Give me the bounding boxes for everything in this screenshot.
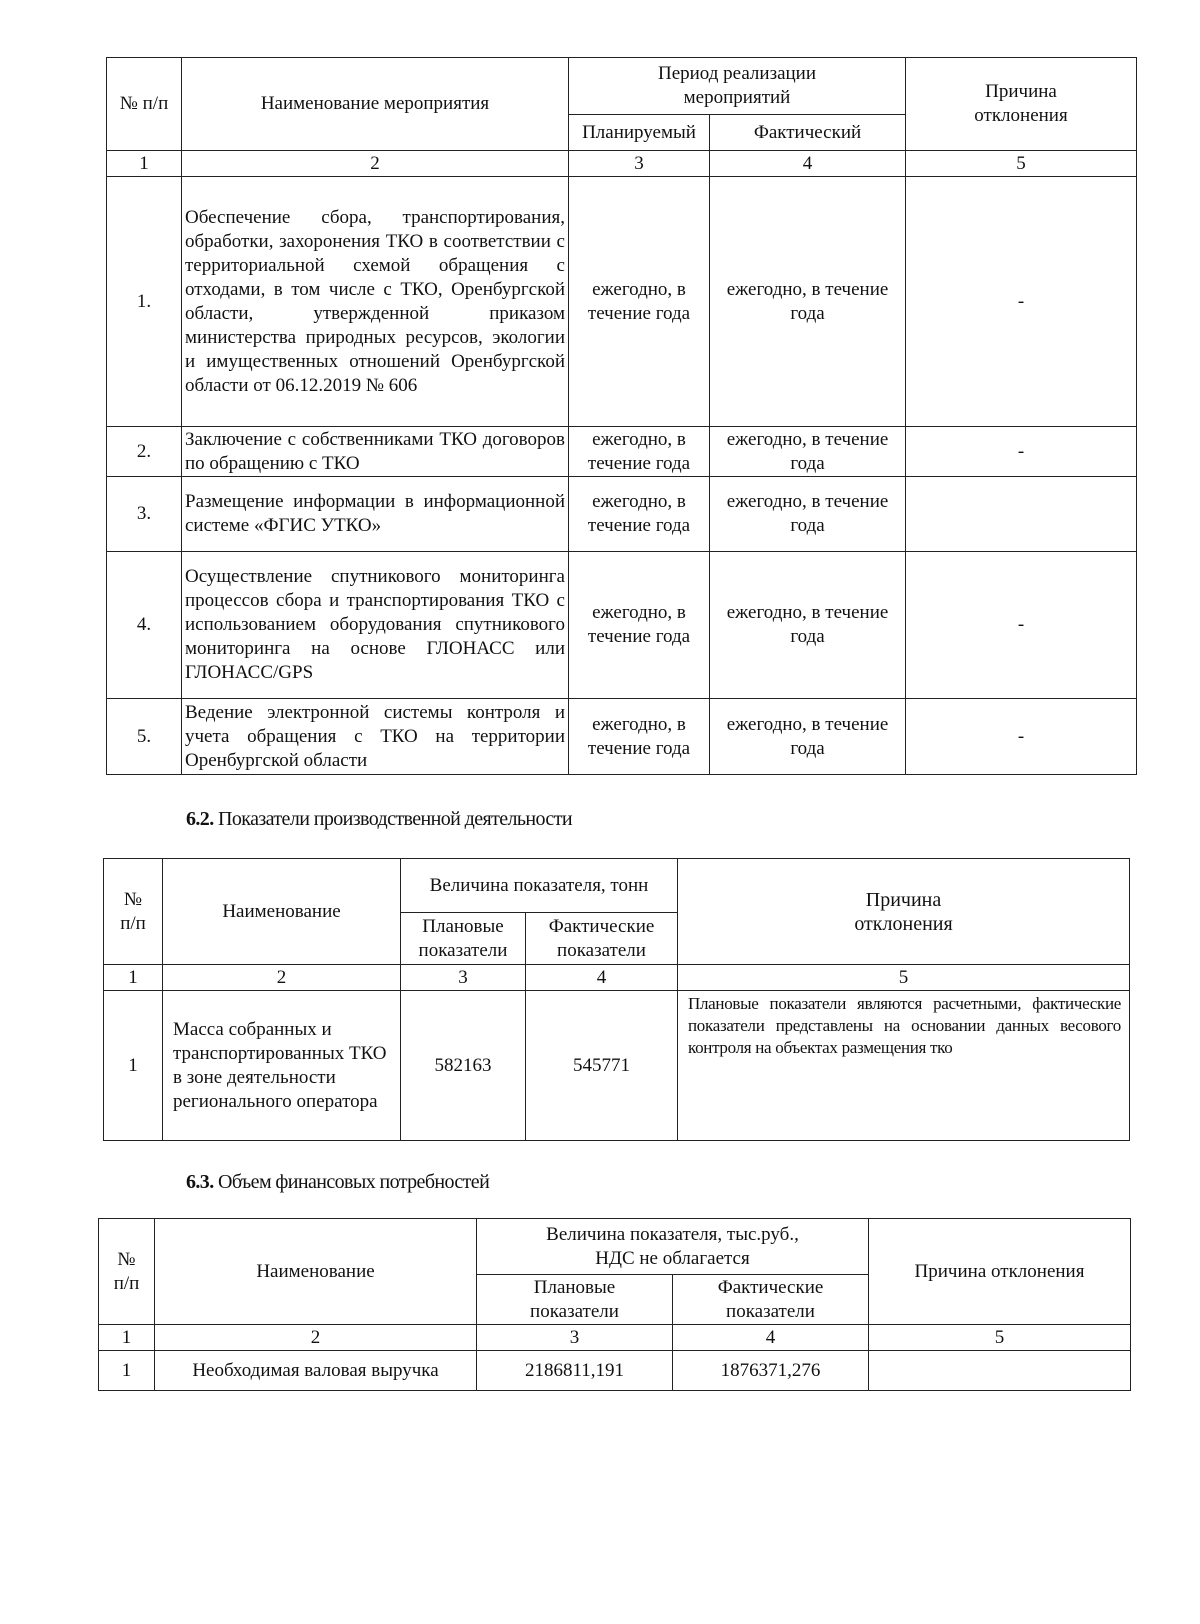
- header-value: [401, 859, 678, 913]
- financial-needs-table: [98, 1218, 1131, 1391]
- table-row: [104, 991, 1130, 1141]
- header-planned: Плановые показатели: [401, 913, 526, 965]
- header-planned-text: Плановые показатели: [530, 1276, 619, 1322]
- header-period-text: Период реализации мероприятий: [657, 63, 817, 108]
- table-row: [107, 477, 1137, 552]
- row-name: Обеспечение сбора, транспортирования, обработки, захоронения ТКО в соответствии с территориальной схемой обращения с отходами, в том числе с ТКО, Оренбургской области, утвержденной приказом министерства природных ресурсов, экологии и имущественных отношений Оренбургской области от 06.12.2019 № 606: [182, 177, 569, 427]
- header-num: [104, 859, 163, 965]
- row-reason: -: [906, 177, 1137, 427]
- row-actual: ежегодно, в течение года: [710, 552, 906, 699]
- column-numbers-row: [107, 151, 1137, 177]
- section-title: Объем финансовых потребностей: [218, 1171, 490, 1193]
- header-num-text: № п/п: [120, 888, 146, 934]
- header-actual-text: Фактические показатели: [717, 1276, 824, 1322]
- col-number: 4: [673, 1325, 869, 1351]
- col-number: 2: [163, 965, 401, 991]
- row-reason: -: [906, 699, 1137, 775]
- row-planned: ежегодно, в течение года: [569, 177, 710, 427]
- header-name: Наименование: [163, 859, 401, 965]
- row-actual: ежегодно, в течение года: [710, 177, 906, 427]
- col-number: 1: [104, 965, 163, 991]
- row-num: 5.: [107, 699, 182, 775]
- header-num: № п/п: [107, 58, 182, 151]
- col-number: 4: [526, 965, 678, 991]
- row-planned: ежегодно, в течение года: [569, 699, 710, 775]
- header-num: [99, 1219, 155, 1325]
- row-planned: ежегодно, в течение года: [569, 427, 710, 477]
- row-name: Размещение информации в информационной системе «ФГИС УТКО»: [182, 477, 569, 552]
- section-heading-6-2: [186, 808, 572, 831]
- row-num: 3.: [107, 477, 182, 552]
- col-number: 3: [401, 965, 526, 991]
- row-name: Масса собранных и транспортированных ТКО в зоне деятельности регионального оператора: [163, 991, 401, 1141]
- row-num: 4.: [107, 552, 182, 699]
- header-planned: Планируемый: [569, 115, 710, 151]
- col-number: 5: [906, 151, 1137, 177]
- header-actual: Фактические показатели: [526, 913, 678, 965]
- header-actual: [673, 1275, 869, 1325]
- row-reason: [869, 1351, 1131, 1391]
- row-name: Осуществление спутникового мониторинга процессов сбора и транспортирования ТКО с использованием оборудования спутникового мониторинга на основе ГЛОНАСС или ГЛОНАСС/GPS: [182, 552, 569, 699]
- row-num: 1.: [107, 177, 182, 427]
- table-row: [99, 1351, 1131, 1391]
- table-row: [107, 177, 1137, 427]
- header-reason: Причина отклонения: [869, 1219, 1131, 1325]
- row-reason: Плановые показатели являются расчетными, фактические показатели представлены на основании данных весового контроля на объектах размещения тко: [678, 991, 1130, 1141]
- row-actual: 1876371,276: [673, 1351, 869, 1391]
- table-row: [107, 427, 1137, 477]
- col-number: 3: [477, 1325, 673, 1351]
- row-name: Заключение с собственниками ТКО договоров по обращению с ТКО: [182, 427, 569, 477]
- header-name: Наименование: [155, 1219, 477, 1325]
- col-number: 4: [710, 151, 906, 177]
- row-planned: ежегодно, в течение года: [569, 477, 710, 552]
- row-name: Необходимая валовая выручка: [155, 1351, 477, 1391]
- activities-table: [106, 57, 1137, 775]
- section-title: Показатели производственной деятельности: [218, 808, 572, 830]
- col-number: 2: [155, 1325, 477, 1351]
- col-number: 3: [569, 151, 710, 177]
- section-heading-6-3: [186, 1171, 489, 1194]
- header-reason-text: Причина отклонения: [974, 81, 1068, 126]
- row-planned: ежегодно, в течение года: [569, 552, 710, 699]
- row-num: 1: [104, 991, 163, 1141]
- col-number: 2: [182, 151, 569, 177]
- header-num-text: № п/п: [113, 1248, 140, 1294]
- header-value: [477, 1219, 869, 1275]
- column-numbers-row: [104, 965, 1130, 991]
- row-reason: [906, 477, 1137, 552]
- row-planned: 582163: [401, 991, 526, 1141]
- col-number: 1: [99, 1325, 155, 1351]
- header-actual: Фактический: [710, 115, 906, 151]
- row-num: 2.: [107, 427, 182, 477]
- section-number: 6.2.: [186, 808, 214, 830]
- row-reason: -: [906, 552, 1137, 699]
- row-reason: -: [906, 427, 1137, 477]
- row-actual: ежегодно, в течение года: [710, 427, 906, 477]
- header-planned: [477, 1275, 673, 1325]
- row-actual: 545771: [526, 991, 678, 1141]
- table-row: [107, 552, 1137, 699]
- section-number: 6.3.: [186, 1171, 214, 1193]
- production-indicators-table: [103, 858, 1130, 1141]
- col-number: 5: [678, 965, 1130, 991]
- table-row: [107, 699, 1137, 775]
- row-num: 1: [99, 1351, 155, 1391]
- row-actual: ежегодно, в течение года: [710, 699, 906, 775]
- row-name: Ведение электронной системы контроля и учета обращения с ТКО на территории Оренбургской области: [182, 699, 569, 775]
- header-reason: [906, 58, 1137, 151]
- col-number: 5: [869, 1325, 1131, 1351]
- header-value-text: Величина показателя, тыс.руб., НДС не облагается: [546, 1223, 799, 1269]
- header-name: Наименование мероприятия: [182, 58, 569, 151]
- column-numbers-row: [99, 1325, 1131, 1351]
- header-period: [569, 58, 906, 115]
- header-value-text: Величина показателя, тонн: [429, 874, 649, 896]
- row-planned: 2186811,191: [477, 1351, 673, 1391]
- col-number: 1: [107, 151, 182, 177]
- row-actual: ежегодно, в течение года: [710, 477, 906, 552]
- header-reason: [678, 859, 1130, 965]
- header-reason-text: Причина отклонения: [854, 888, 953, 935]
